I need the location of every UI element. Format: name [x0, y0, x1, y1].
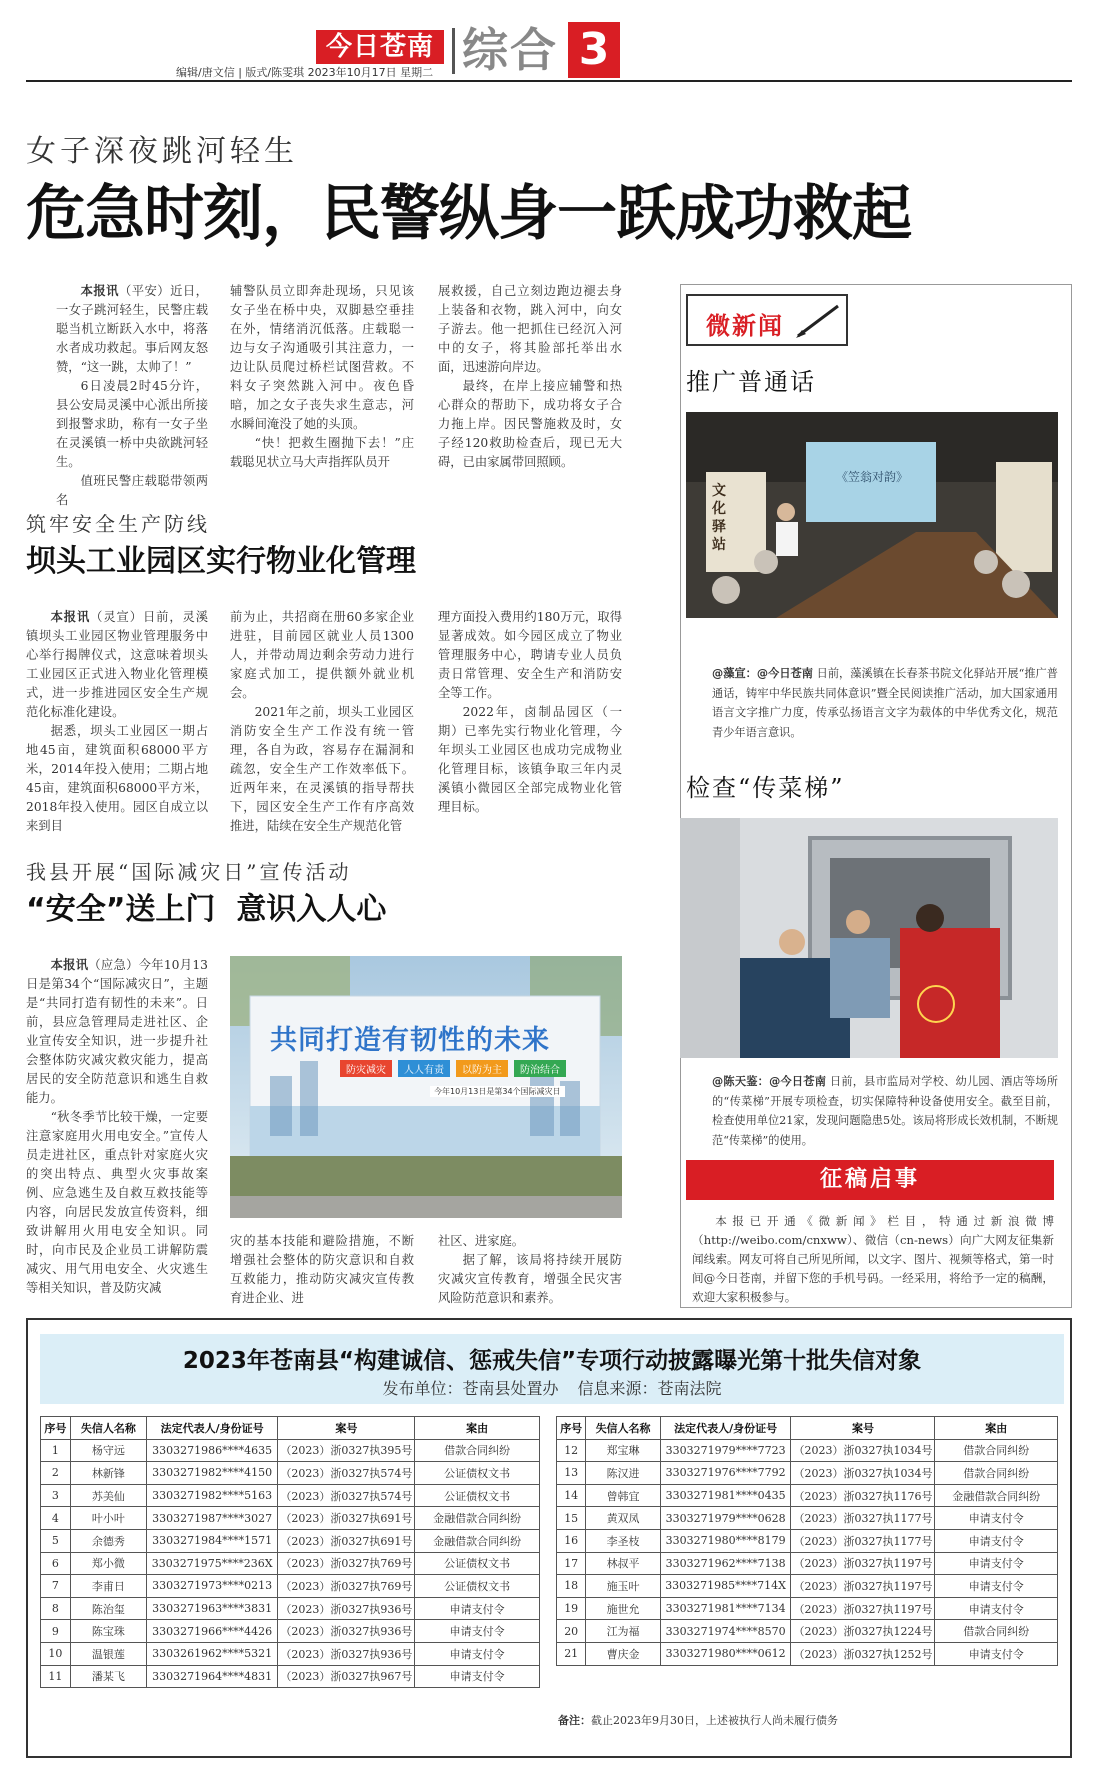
article1-text: 近日，一女子跳河轻生，民警庄载聪当机立断跃入水中，将落水者成功救起。事后网友怒赞，“这一跳，太帅了！” [56, 284, 208, 374]
banner-chip: 防灾减灾 [340, 1060, 392, 1077]
table-cell: 林新锋 [70, 1462, 146, 1485]
table-cell: 申请支付令 [935, 1529, 1058, 1552]
note-text: 截止2023年9月30日，上述被执行人尚未履行债务 [591, 1714, 838, 1727]
table-row [557, 1507, 1058, 1530]
section-name: 综合 [462, 23, 558, 77]
default-list-header [40, 1334, 1064, 1404]
article1-text: 辅警队员立即奔赴现场，只见该女子坐在桥中央，双脚悬空垂挂在外，情绪消沉低落。庄载聪一边与女子沟通吸引其注意力，一边让队员爬过桥栏试图营救。不料女子突然跳入河中。夜色昏暗，加之女子丧失求生意志，河水瞬间淹没了她的头顶。 [230, 284, 414, 431]
article1-text: 6日凌晨2时45分许，县公安局灵溪中心派出所接到报警求助，称有一女子坐在灵溪镇一桥中央欲跳河轻生。 [56, 379, 208, 469]
call-for-submissions-text [692, 1212, 1054, 1307]
table-cell: 陈治玺 [70, 1597, 146, 1620]
caption-author: @陈天鉴：@今日苍南 [712, 1075, 827, 1088]
table-cell: 余德秀 [70, 1529, 146, 1552]
table-cell: 李圣枝 [586, 1529, 660, 1552]
table-cell: 7 [41, 1575, 71, 1598]
table-cell: 18 [557, 1575, 586, 1598]
article3-text: 今年10月13日是第34个“国际减灾日”，主题是“共同打造有韧性的未来”。日前，县应急管理局走进社区、企业宣传安全知识，进一步提升社会整体防灾减灾救灾能力，提高居民的安全防范意识和逃生自救能力。 [26, 958, 208, 1105]
masthead-divider [452, 28, 455, 74]
table-cell: 申请支付令 [935, 1507, 1058, 1530]
table-cell: 施玉叶 [586, 1575, 660, 1598]
table-cell: 21 [557, 1642, 586, 1665]
table-cell: （2023）浙0327执1197号 [791, 1597, 935, 1620]
table-cell: 3303271976****7792 [660, 1462, 791, 1485]
table-cell: （2023）浙0327执691号 [278, 1529, 415, 1552]
table-cell: 林叔平 [586, 1552, 660, 1575]
table-cell: （2023）浙0327执769号 [278, 1552, 415, 1575]
table-cell: 3303271982****5163 [146, 1484, 277, 1507]
column-header: 序号 [557, 1417, 586, 1440]
table-cell: （2023）浙0327执1224号 [791, 1620, 935, 1643]
article2-headline: 坝头工业园区实行物业化管理 [26, 544, 416, 579]
banner-chip: 以防为主 [456, 1060, 508, 1077]
table-cell: 陈汉进 [586, 1462, 660, 1485]
column-header: 案由 [935, 1417, 1058, 1440]
table-row [41, 1529, 540, 1552]
table-cell: 叶小叶 [70, 1507, 146, 1530]
table-cell: 5 [41, 1529, 71, 1552]
table-cell: （2023）浙0327执1177号 [791, 1529, 935, 1552]
article3-text: 据了解，该局将持续开展防灾减灾宣传教育，增强全民灾害风险防范意识和素养。 [438, 1253, 622, 1305]
table-cell: 6 [41, 1552, 71, 1575]
article3-text: 社区、进家庭。 [438, 1234, 525, 1248]
table-cell: 3303271981****0435 [660, 1484, 791, 1507]
default-table-right [556, 1416, 1058, 1666]
table-row [557, 1620, 1058, 1643]
article1-col2 [230, 282, 414, 472]
table-cell: 申请支付令 [415, 1620, 540, 1643]
edition-meta: 编辑/唐文信 | 版式/陈雯琪 2023年10月17日 星期二 [176, 66, 434, 79]
table-cell: 3303271982****4150 [146, 1462, 277, 1485]
table-row [41, 1597, 540, 1620]
article2-text: 据悉，坝头工业园区一期占地45亩，建筑面积68000平方米，2014年投入使用；二期占地45亩，建筑面积68000平方米，2018年投入使用。园区自成立以来到目 [26, 724, 208, 833]
table-cell: 20 [557, 1620, 586, 1643]
article2-col3 [438, 608, 622, 817]
article1-text: “快！把救生圈抛下去！”庄载聪见状立马大声指挥队员开 [230, 436, 414, 469]
notice-text: 本报已开通《微新闻》栏目，特通过新浪微博（http://weibo.com/cnxww）、微信（cn-news）向广大网友征集新闻线索。网友可将自己所见所闻，以文字、图片、视频等格式，第一时间@今日苍南，并留下您的手机号码。一经采用，将给予一定的稿酬，欢迎大家积极参与。 [692, 1214, 1054, 1304]
table-cell: 3303271964****4831 [146, 1665, 277, 1688]
table-cell: 3303271979****7723 [660, 1439, 791, 1462]
article2-col2 [230, 608, 414, 836]
table-cell: 3303271979****0628 [660, 1507, 791, 1530]
table-cell: 2 [41, 1462, 71, 1485]
table-row [41, 1462, 540, 1485]
table-row [557, 1462, 1058, 1485]
article3-kicker: 我县开展“国际减灾日”宣传活动 [26, 860, 352, 884]
mandarin-event-photo [686, 412, 1058, 618]
table-cell: 3303271981****7134 [660, 1597, 791, 1620]
caption-text: 日前，县市监局对学校、幼儿园、酒店等场所的“传菜梯”开展专项检查，切实保障特种设备使用安全。截至目前，检查使用单位21家，发现问题隐患5处。该局将形成长效机制，不断规范“传菜梯”的使用。 [712, 1075, 1058, 1147]
masthead [0, 0, 1095, 86]
table-row [41, 1575, 540, 1598]
column-header: 失信人名称 [70, 1417, 146, 1440]
table-cell: 16 [557, 1529, 586, 1552]
pen-icon [794, 302, 842, 340]
table-row [557, 1484, 1058, 1507]
article2-lead: 本报讯 [50, 610, 91, 624]
table-cell: 3303271986****4635 [146, 1439, 277, 1462]
article2-text: 2022年，卤制品园区（一期）已率先实行物业化管理，今年坝头工业园区也成功完成物业化管理目标，该镇争取三年内灵溪镇小微园区全部完成物业化管理目标。 [438, 705, 622, 814]
table-cell: 杨守远 [70, 1439, 146, 1462]
table-cell: （2023）浙0327执1034号 [791, 1439, 935, 1462]
table-cell: 10 [41, 1642, 71, 1665]
caption-text: 日前，藻溪镇在长春茶书院文化驿站开展“推广普通话，铸牢中华民族共同体意识”暨全民阅读推广活动，加大国家通用语言文字推广力度，传承弘扬语言文字为载体的中华优秀文化，规范青少年语言意识。 [712, 667, 1058, 739]
disaster-day-banner-photo [230, 956, 622, 1218]
mandarin-event-image [686, 412, 1058, 618]
column-header: 案号 [791, 1417, 935, 1440]
table-cell: 3303271985****714X [660, 1575, 791, 1598]
article1-headline: 危急时刻，民警纵身一跃成功救起 [26, 179, 911, 249]
table-row [41, 1484, 540, 1507]
dumbwaiter-inspection-image [680, 818, 1058, 1058]
column-header: 法定代表人/身份证号 [660, 1417, 791, 1440]
banner-small-text: 今年10月13日是第34个国际减灾日 [430, 1086, 565, 1097]
table-cell: 3303271973****0213 [146, 1575, 277, 1598]
article2-col1 [26, 608, 208, 836]
table-cell: 申请支付令 [415, 1642, 540, 1665]
table-cell: 借款合同纠纷 [415, 1439, 540, 1462]
article1-text: 值班民警庄载聪带领两名 [56, 474, 208, 507]
article3-text: 灾的基本技能和避险措施，不断增强社会整体的防灾意识和自救互救能力，推动防灾减灾宣传教育进企业、进 [230, 1234, 414, 1305]
table-cell: 申请支付令 [935, 1552, 1058, 1575]
table-row [41, 1552, 540, 1575]
table-cell: 借款合同纠纷 [935, 1620, 1058, 1643]
table-cell: 公证债权文书 [415, 1552, 540, 1575]
table-cell: 3303271987****3027 [146, 1507, 277, 1530]
micro-news-logo [686, 294, 848, 346]
caption-author: @藻宣：@今日苍南 [712, 667, 813, 680]
article3-col3 [438, 1232, 622, 1308]
table-cell: 3303261962****5321 [146, 1642, 277, 1665]
article1-lead-source: （平安） [118, 284, 171, 298]
culture-banner-text: 文化驿站 [712, 483, 726, 553]
table-cell: 陈宝珠 [70, 1620, 146, 1643]
dumbwaiter-inspection-photo [680, 818, 1058, 1058]
table-cell: （2023）浙0327执936号 [278, 1597, 415, 1620]
note-label: 备注： [558, 1714, 591, 1727]
column-header: 失信人名称 [586, 1417, 660, 1440]
table-cell: 金融借款合同纠纷 [415, 1507, 540, 1530]
table-cell: 借款合同纠纷 [935, 1462, 1058, 1485]
article3-col2 [230, 1232, 414, 1308]
table-row [557, 1575, 1058, 1598]
table-row [557, 1642, 1058, 1665]
table-row [557, 1439, 1058, 1462]
table-cell: 江为福 [586, 1620, 660, 1643]
default-list-title: 2023年苍南县“构建诚信、惩戒失信”专项行动披露曝光第十批失信对象 [182, 1348, 922, 1374]
column-header: 序号 [41, 1417, 71, 1440]
banner-chip-row [340, 1060, 566, 1077]
table-cell: （2023）浙0327执1176号 [791, 1484, 935, 1507]
table-cell: （2023）浙0327执1197号 [791, 1552, 935, 1575]
table-cell: 14 [557, 1484, 586, 1507]
banner-slogan: 共同打造有韧性的未来 [270, 1025, 550, 1056]
article1-col1 [56, 282, 208, 510]
table-cell: 3303271963****3831 [146, 1597, 277, 1620]
table-cell: （2023）浙0327执691号 [278, 1507, 415, 1530]
table-row [41, 1665, 540, 1688]
table-cell: 13 [557, 1462, 586, 1485]
article3-lead-source: （应急） [88, 958, 139, 972]
table-cell: 8 [41, 1597, 71, 1620]
table-row [557, 1529, 1058, 1552]
sidebar-item2-caption [712, 1072, 1058, 1150]
article2-text: 理方面投入费用约180万元，取得显著成效。如今园区成立了物业管理服务中心，聘请专业人员负责日常管理、安全生产和消防安全等工作。 [438, 610, 622, 700]
table-cell: 金融借款合同纠纷 [935, 1484, 1058, 1507]
table-cell: 4 [41, 1507, 71, 1530]
paper-logo: 今日苍南 [316, 30, 444, 64]
call-for-submissions-header: 征稿启事 [686, 1160, 1054, 1200]
default-table-left [40, 1416, 540, 1688]
table-cell: 3303271975****236X [146, 1552, 277, 1575]
table-cell: 公证债权文书 [415, 1575, 540, 1598]
article2-text: 日前，灵溪镇坝头工业园区物业管理服务中心举行揭牌仪式，这意味着坝头工业园区正式进入物业化管理模式，进一步推进园区安全生产规范化标准化建设。 [26, 610, 208, 719]
article3-text: “秋冬季节比较干燥，一定要注意家庭用火用电安全。”宣传人员走进社区，重点针对家庭火灾的突出特点、典型火灾事故案例、应急逃生及自救互救技能等内容，向居民发放宣传资料，细致讲解用火用电安全知识。同时，向市民及企业员工讲解防震减灾、用气用电安全、火灾逃生等相关知识，普及防灾减 [26, 1110, 208, 1295]
article2-lead-source: （灵宣） [90, 610, 143, 624]
table-cell: 申请支付令 [935, 1597, 1058, 1620]
table-cell: （2023）浙0327执1034号 [791, 1462, 935, 1485]
default-list-subtitle: 发布单位：苍南县处置办 信息来源：苍南法院 [382, 1379, 722, 1398]
column-header: 案号 [278, 1417, 415, 1440]
article2-text: 2021年之前，坝头工业园区消防安全生产工作没有统一管理，各自为政，容易存在漏洞和疏忽，安全生产工作效率低下。近两年来，在灵溪镇的指导帮扶下，园区安全生产工作有序高效推进，陆续在安全生产规范化管 [230, 705, 414, 833]
column-header: 法定代表人/身份证号 [146, 1417, 277, 1440]
column-header: 案由 [415, 1417, 540, 1440]
table-cell: 申请支付令 [935, 1642, 1058, 1665]
table-cell: （2023）浙0327执574号 [278, 1484, 415, 1507]
table-cell: 申请支付令 [415, 1665, 540, 1688]
table-row [41, 1439, 540, 1462]
table-cell: （2023）浙0327执769号 [278, 1575, 415, 1598]
article3-headline: “安全”送上门 意识入人心 [26, 892, 387, 927]
table-cell: 公证债权文书 [415, 1484, 540, 1507]
article2-kicker: 筑牢安全生产防线 [26, 512, 210, 536]
table-cell: 3303271962****7138 [660, 1552, 791, 1575]
article1-lead: 本报讯 [80, 284, 119, 298]
page-number: 3 [568, 22, 620, 78]
table-row [41, 1507, 540, 1530]
table-cell: 申请支付令 [415, 1597, 540, 1620]
table-cell: 温银莲 [70, 1642, 146, 1665]
table-cell: 12 [557, 1439, 586, 1462]
table-cell: 郑小微 [70, 1552, 146, 1575]
table-cell: （2023）浙0327执395号 [278, 1439, 415, 1462]
table-cell: （2023）浙0327执967号 [278, 1665, 415, 1688]
table-cell: （2023）浙0327执1252号 [791, 1642, 935, 1665]
table-cell: 公证债权文书 [415, 1462, 540, 1485]
article3-col1 [26, 956, 208, 1298]
masthead-rule [26, 80, 1072, 82]
article2-text: 前为止，共招商在册60多家企业进驻，目前园区就业人员1300人，并带动周边剩余劳动力进行家庭式加工，提供额外就业机会。 [230, 610, 414, 700]
table-cell: 申请支付令 [935, 1575, 1058, 1598]
table-row [557, 1597, 1058, 1620]
table-row [41, 1642, 540, 1665]
article1-kicker: 女子深夜跳河轻生 [26, 134, 298, 169]
table-row [557, 1552, 1058, 1575]
table-cell: 3303271980****0612 [660, 1642, 791, 1665]
article3-lead: 本报讯 [50, 958, 89, 972]
default-list-note [558, 1712, 838, 1728]
table-header-row [41, 1417, 540, 1440]
table-cell: 3303271984****1571 [146, 1529, 277, 1552]
table-cell: 曾韩宜 [586, 1484, 660, 1507]
table-cell: 借款合同纠纷 [935, 1439, 1058, 1462]
table-cell: （2023）浙0327执574号 [278, 1462, 415, 1485]
table-cell: 潘某飞 [70, 1665, 146, 1688]
table-cell: 19 [557, 1597, 586, 1620]
table-cell: 1 [41, 1439, 71, 1462]
table-cell: 黄双凤 [586, 1507, 660, 1530]
table-header-row [557, 1417, 1058, 1440]
table-cell: 17 [557, 1552, 586, 1575]
article1-text: 最终，在岸上接应辅警和热心群众的帮助下，成功将女子合力拖上岸。因民警施救及时，女子经120救助检查后，现已无大碍，已由家属带回照顾。 [438, 379, 622, 469]
table-cell: 3 [41, 1484, 71, 1507]
table-cell: 3303271980****8179 [660, 1529, 791, 1552]
table-cell: （2023）浙0327执936号 [278, 1642, 415, 1665]
micro-news-logo-label: 微新闻 [706, 311, 784, 340]
table-cell: （2023）浙0327执936号 [278, 1620, 415, 1643]
screen-text: 《笠翁对韵》 [835, 470, 908, 484]
table-row [41, 1620, 540, 1643]
table-cell: （2023）浙0327执1197号 [791, 1575, 935, 1598]
table-cell: 李甫日 [70, 1575, 146, 1598]
table-cell: 9 [41, 1620, 71, 1643]
table-cell: 金融借款合同纠纷 [415, 1529, 540, 1552]
sidebar-item2-title: 检查“传菜梯” [686, 774, 845, 802]
sidebar-item1-caption [712, 664, 1058, 742]
table-cell: 11 [41, 1665, 71, 1688]
sidebar-item1-title: 推广普通话 [686, 368, 816, 396]
table-cell: 3303271966****4426 [146, 1620, 277, 1643]
article1-text: 展救援，自己立刻边跑边褪去身上装备和衣物，跳入河中，向女子游去。他一把抓住已经沉入河中的女子，将其脸部托举出水面，迅速游向岸边。 [438, 284, 622, 374]
table-cell: 15 [557, 1507, 586, 1530]
banner-chip: 防治结合 [514, 1060, 566, 1077]
table-cell: 郑宝琳 [586, 1439, 660, 1462]
table-cell: （2023）浙0327执1177号 [791, 1507, 935, 1530]
article1-col3 [438, 282, 622, 472]
table-cell: 苏美仙 [70, 1484, 146, 1507]
banner-chip: 人人有责 [398, 1060, 450, 1077]
table-cell: 3303271974****8570 [660, 1620, 791, 1643]
table-cell: 曹庆金 [586, 1642, 660, 1665]
table-cell: 施世允 [586, 1597, 660, 1620]
